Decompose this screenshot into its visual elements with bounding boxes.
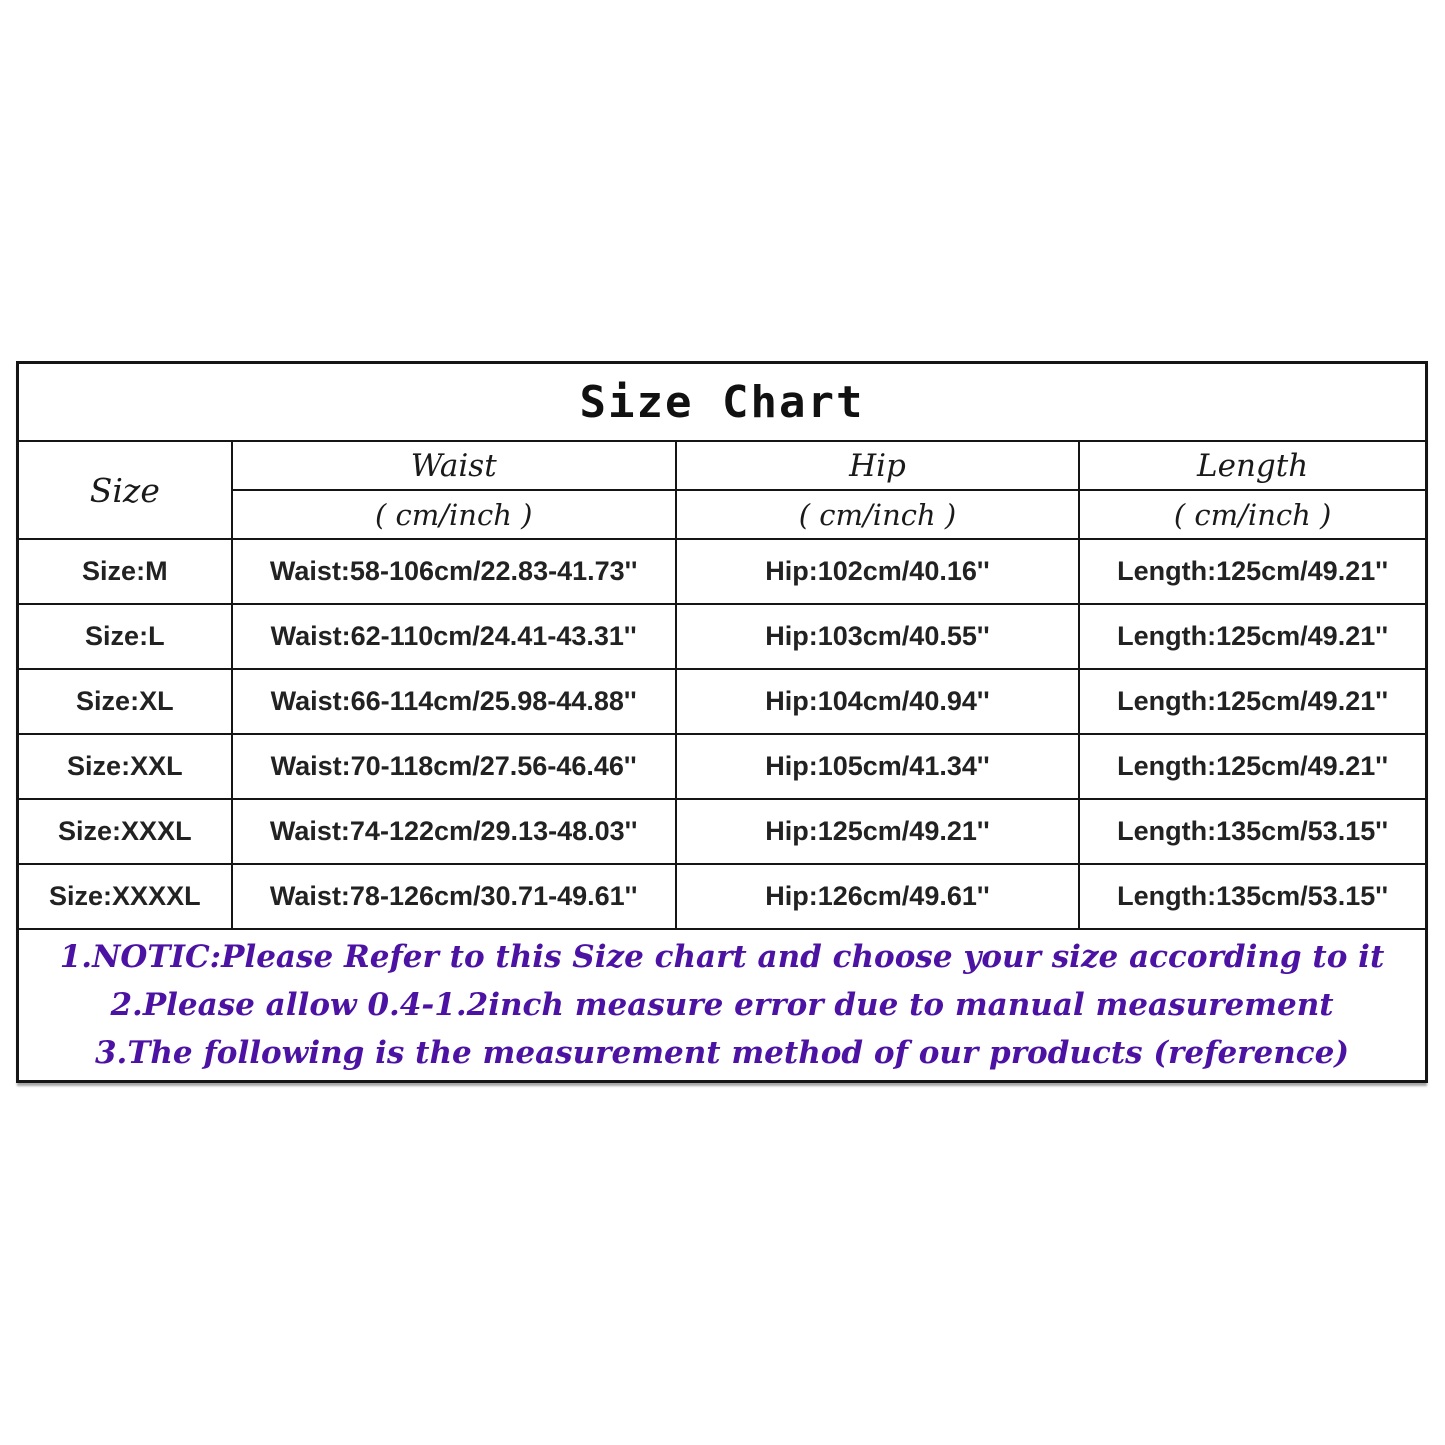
header-size: Size xyxy=(19,442,233,538)
cell-waist: Waist:62-110cm/24.41-43.31'' xyxy=(233,605,677,668)
header-length-unit: ( cm/inch ) xyxy=(1173,497,1332,532)
header-hip xyxy=(677,442,1080,538)
cell-size: Size:XXL xyxy=(19,735,233,798)
cell-hip: Hip:102cm/40.16'' xyxy=(677,540,1080,603)
table-row xyxy=(19,800,1425,865)
cell-waist: Waist:70-118cm/27.56-46.46'' xyxy=(233,735,677,798)
note-line-1: 1.NOTIC:Please Refer to this Size chart and choose your size according to it xyxy=(59,939,1385,975)
size-chart-table xyxy=(16,361,1428,1083)
page-title: Size Chart xyxy=(579,376,865,428)
cell-length: Length:125cm/49.21'' xyxy=(1117,686,1389,716)
cell-length: Length:125cm/49.21'' xyxy=(1117,751,1389,781)
header-length xyxy=(1080,442,1425,538)
cell-size: Size:XXXL xyxy=(19,800,233,863)
table-header-row xyxy=(19,442,1425,540)
header-hip-name: Hip xyxy=(677,442,1078,491)
notes-section xyxy=(19,930,1425,1080)
header-waist xyxy=(233,442,677,538)
cell-length: Length:125cm/49.21'' xyxy=(1117,556,1389,586)
cell-hip: Hip:104cm/40.94'' xyxy=(677,670,1080,733)
table-row xyxy=(19,605,1425,670)
cell-waist: Waist:74-122cm/29.13-48.03'' xyxy=(233,800,677,863)
table-row xyxy=(19,670,1425,735)
header-hip-unit: ( cm/inch ) xyxy=(798,497,957,532)
header-waist-unit: ( cm/inch ) xyxy=(374,497,533,532)
cell-size: Size:L xyxy=(19,605,233,668)
table-row xyxy=(19,540,1425,605)
cell-size: Size:M xyxy=(19,540,233,603)
header-waist-name: Waist xyxy=(233,442,675,491)
cell-size: Size:XL xyxy=(19,670,233,733)
cell-waist: Waist:78-126cm/30.71-49.61'' xyxy=(233,865,677,928)
cell-length: Length:135cm/53.15'' xyxy=(1117,881,1389,911)
note-line-3: 3.The following is the measurement method of our products (reference) xyxy=(94,1035,1350,1071)
cell-waist: Waist:58-106cm/22.83-41.73'' xyxy=(233,540,677,603)
table-row xyxy=(19,735,1425,800)
cell-length: Length:135cm/53.15'' xyxy=(1117,816,1389,846)
cell-size: Size:XXXXL xyxy=(19,865,233,928)
cell-hip: Hip:125cm/49.21'' xyxy=(677,800,1080,863)
title-row xyxy=(19,364,1425,442)
note-line-2: 2.Please allow 0.4-1.2inch measure error due to manual measurement xyxy=(110,987,1334,1023)
header-length-name: Length xyxy=(1080,442,1425,491)
cell-waist: Waist:66-114cm/25.98-44.88'' xyxy=(233,670,677,733)
cell-hip: Hip:126cm/49.61'' xyxy=(677,865,1080,928)
table-row xyxy=(19,865,1425,930)
cell-length: Length:125cm/49.21'' xyxy=(1117,621,1389,651)
cell-hip: Hip:105cm/41.34'' xyxy=(677,735,1080,798)
cell-hip: Hip:103cm/40.55'' xyxy=(677,605,1080,668)
